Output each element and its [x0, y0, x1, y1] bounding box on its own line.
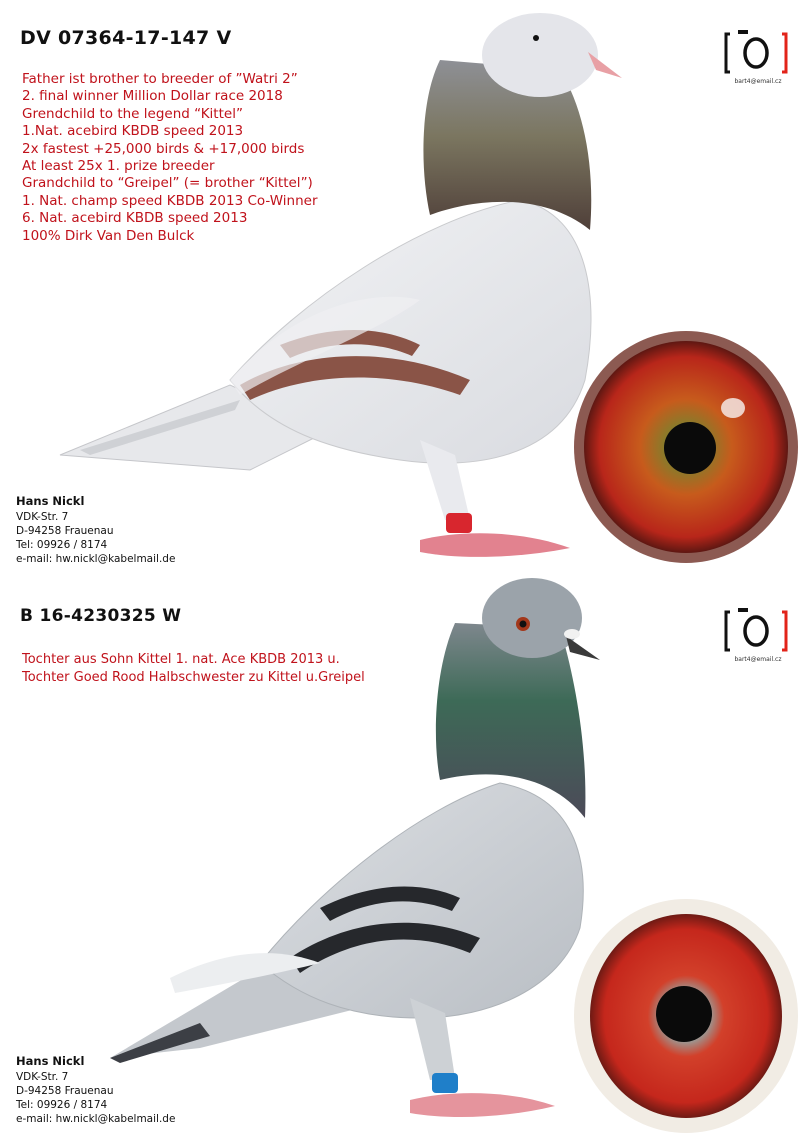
ring-number: DV 07364-17-147 V — [20, 27, 232, 49]
breeder-street: VDK-Str. 7 — [16, 511, 69, 523]
eye-photo-top — [573, 330, 800, 565]
pedigree-line: 2. final winner Million Dollar race 2018 — [22, 88, 283, 105]
pedigree-line: 1.Nat. acebird KBDB speed 2013 — [22, 123, 244, 140]
pedigree-line: At least 25x 1. prize breeder — [22, 158, 215, 175]
breeder-contact — [16, 1054, 175, 1126]
camera-logo — [724, 28, 788, 88]
logo-caption: bart4@email.cz — [734, 78, 782, 85]
pedigree-line: Grendchild to the legend “Kittel” — [22, 105, 243, 122]
breeder-city: D-94258 Frauenau — [16, 1085, 114, 1097]
breeder-street: VDK-Str. 7 — [16, 1071, 69, 1083]
breeder-phone: Tel: 09926 / 8174 — [16, 539, 108, 551]
ring-number: B 16-4230325 W — [20, 606, 182, 626]
breeder-city: D-94258 Frauenau — [16, 525, 114, 537]
camera-icon — [724, 606, 788, 658]
breeder-email: e-mail: hw.nickl@kabelmail.de — [16, 553, 176, 565]
pedigree-line: Grandchild to “Greipel” (= brother “Kittel”) — [22, 175, 313, 192]
breeder-phone: Tel: 09926 / 8174 — [16, 1099, 108, 1111]
breeder-name: Hans Nickl — [16, 1054, 85, 1068]
pedigree-line: Tochter aus Sohn Kittel 1. nat. Ace KBDB 2013 u. — [22, 652, 340, 667]
logo-caption: bart4@email.cz — [734, 656, 782, 663]
pigeon-card-top — [0, 0, 800, 567]
pedigree-line: Father ist brother to breeder of ”Watri 2” — [22, 71, 298, 87]
pedigree-line: 100% Dirk Van Den Bulck — [22, 227, 195, 244]
camera-logo — [724, 606, 788, 666]
breeder-contact — [16, 494, 175, 566]
camera-icon — [724, 28, 788, 80]
pigeon-card-bottom — [0, 568, 800, 1135]
pedigree-line: 6. Nat. acebird KBDB speed 2013 — [22, 210, 248, 227]
breeder-name: Hans Nickl — [16, 494, 85, 508]
pedigree-notes — [22, 71, 318, 245]
breeder-email: e-mail: hw.nickl@kabelmail.de — [16, 1113, 176, 1125]
pedigree-line: Tochter Goed Rood Halbschwester zu Kittel u.Greipel — [22, 670, 365, 685]
pedigree-line: 2x fastest +25,000 birds & +17,000 birds — [22, 140, 305, 157]
eye-photo-bottom — [572, 896, 800, 1135]
pedigree-line: 1. Nat. champ speed KBDB 2013 Co-Winner — [22, 192, 318, 209]
pedigree-notes — [22, 651, 365, 687]
